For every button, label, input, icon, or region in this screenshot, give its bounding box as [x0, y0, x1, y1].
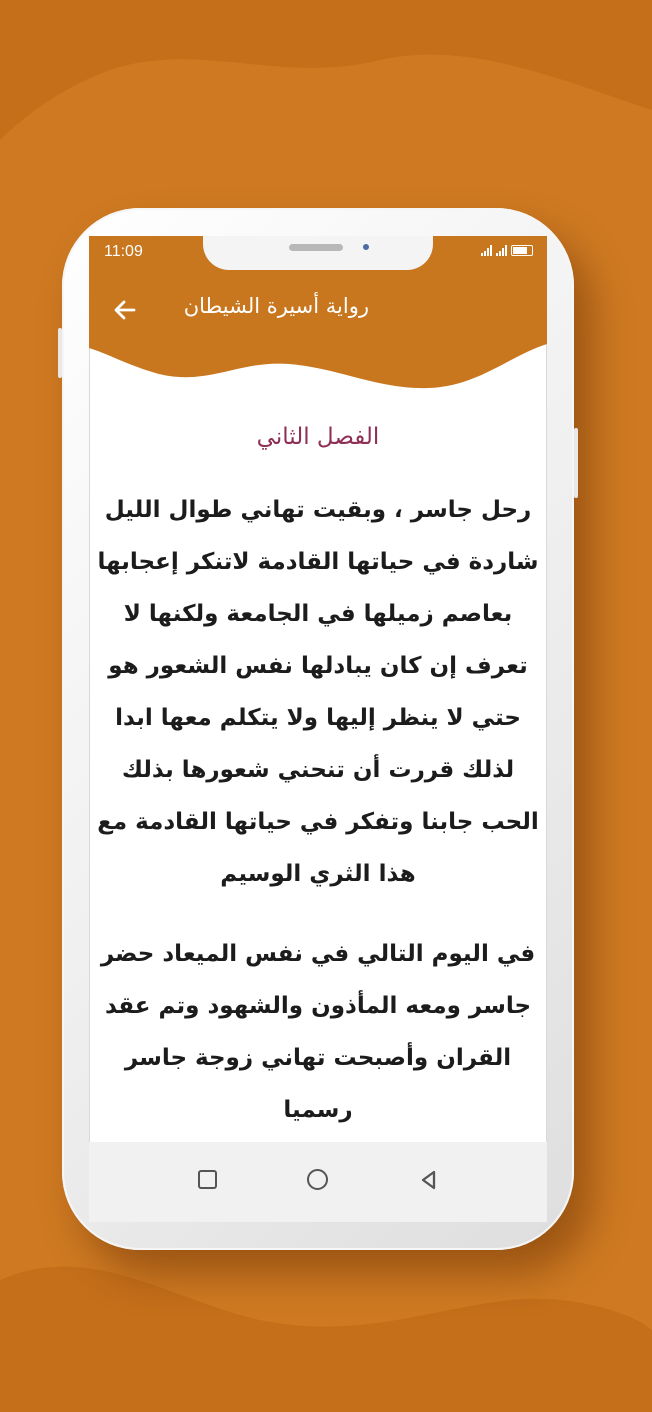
- home-button[interactable]: [306, 1168, 330, 1192]
- paragraph: في اليوم التالي في نفس الميعاد حضر جاسر ومعه المأذون والشهود وتم عقد القران وأصبحت تهاني زوجة جاسر رسميا: [100, 941, 536, 1123]
- status-time: 11:09: [104, 243, 143, 260]
- back-button[interactable]: [107, 292, 143, 328]
- earpiece-speaker: [289, 244, 343, 251]
- chapter-title: الفصل الثاني: [256, 424, 380, 450]
- front-camera: [363, 244, 369, 250]
- signal-icon: [481, 244, 492, 256]
- app-bar: [89, 236, 547, 406]
- chapter-content[interactable]: [89, 406, 547, 1142]
- battery-icon: [511, 245, 533, 256]
- volume-button: [574, 428, 578, 498]
- power-button: [58, 328, 62, 378]
- device-screen: [89, 236, 547, 1222]
- display-notch: [203, 236, 433, 270]
- system-nav-bar: [89, 1142, 547, 1222]
- arrow-left-icon: [107, 292, 143, 328]
- system-back-button[interactable]: [417, 1168, 441, 1192]
- home-icon: [307, 1169, 328, 1190]
- recent-apps-icon: [198, 1170, 217, 1189]
- status-icons: [481, 244, 533, 256]
- paragraph: رحل جاسر ، وبقيت تهاني طوال الليل شاردة في حياتها القادمة لاتنكر إعجابها بعاصم زميلها في الجامعة ولكنها لا تعرف إن كان يبادلها نفس الشعور هو حتي لا ينظر إليها ولا يتكلم معها ابدا لذلك قررت أن تنحني شعورها بذلك الحب جابنا وتفكر في حياتها القادمة مع هذا الثري الوسيم: [97, 497, 539, 887]
- app-title: رواية أسيرة الشيطان: [183, 294, 369, 318]
- signal-icon-2: [496, 244, 507, 256]
- recent-apps-button[interactable]: [196, 1168, 220, 1192]
- back-icon: [417, 1168, 441, 1192]
